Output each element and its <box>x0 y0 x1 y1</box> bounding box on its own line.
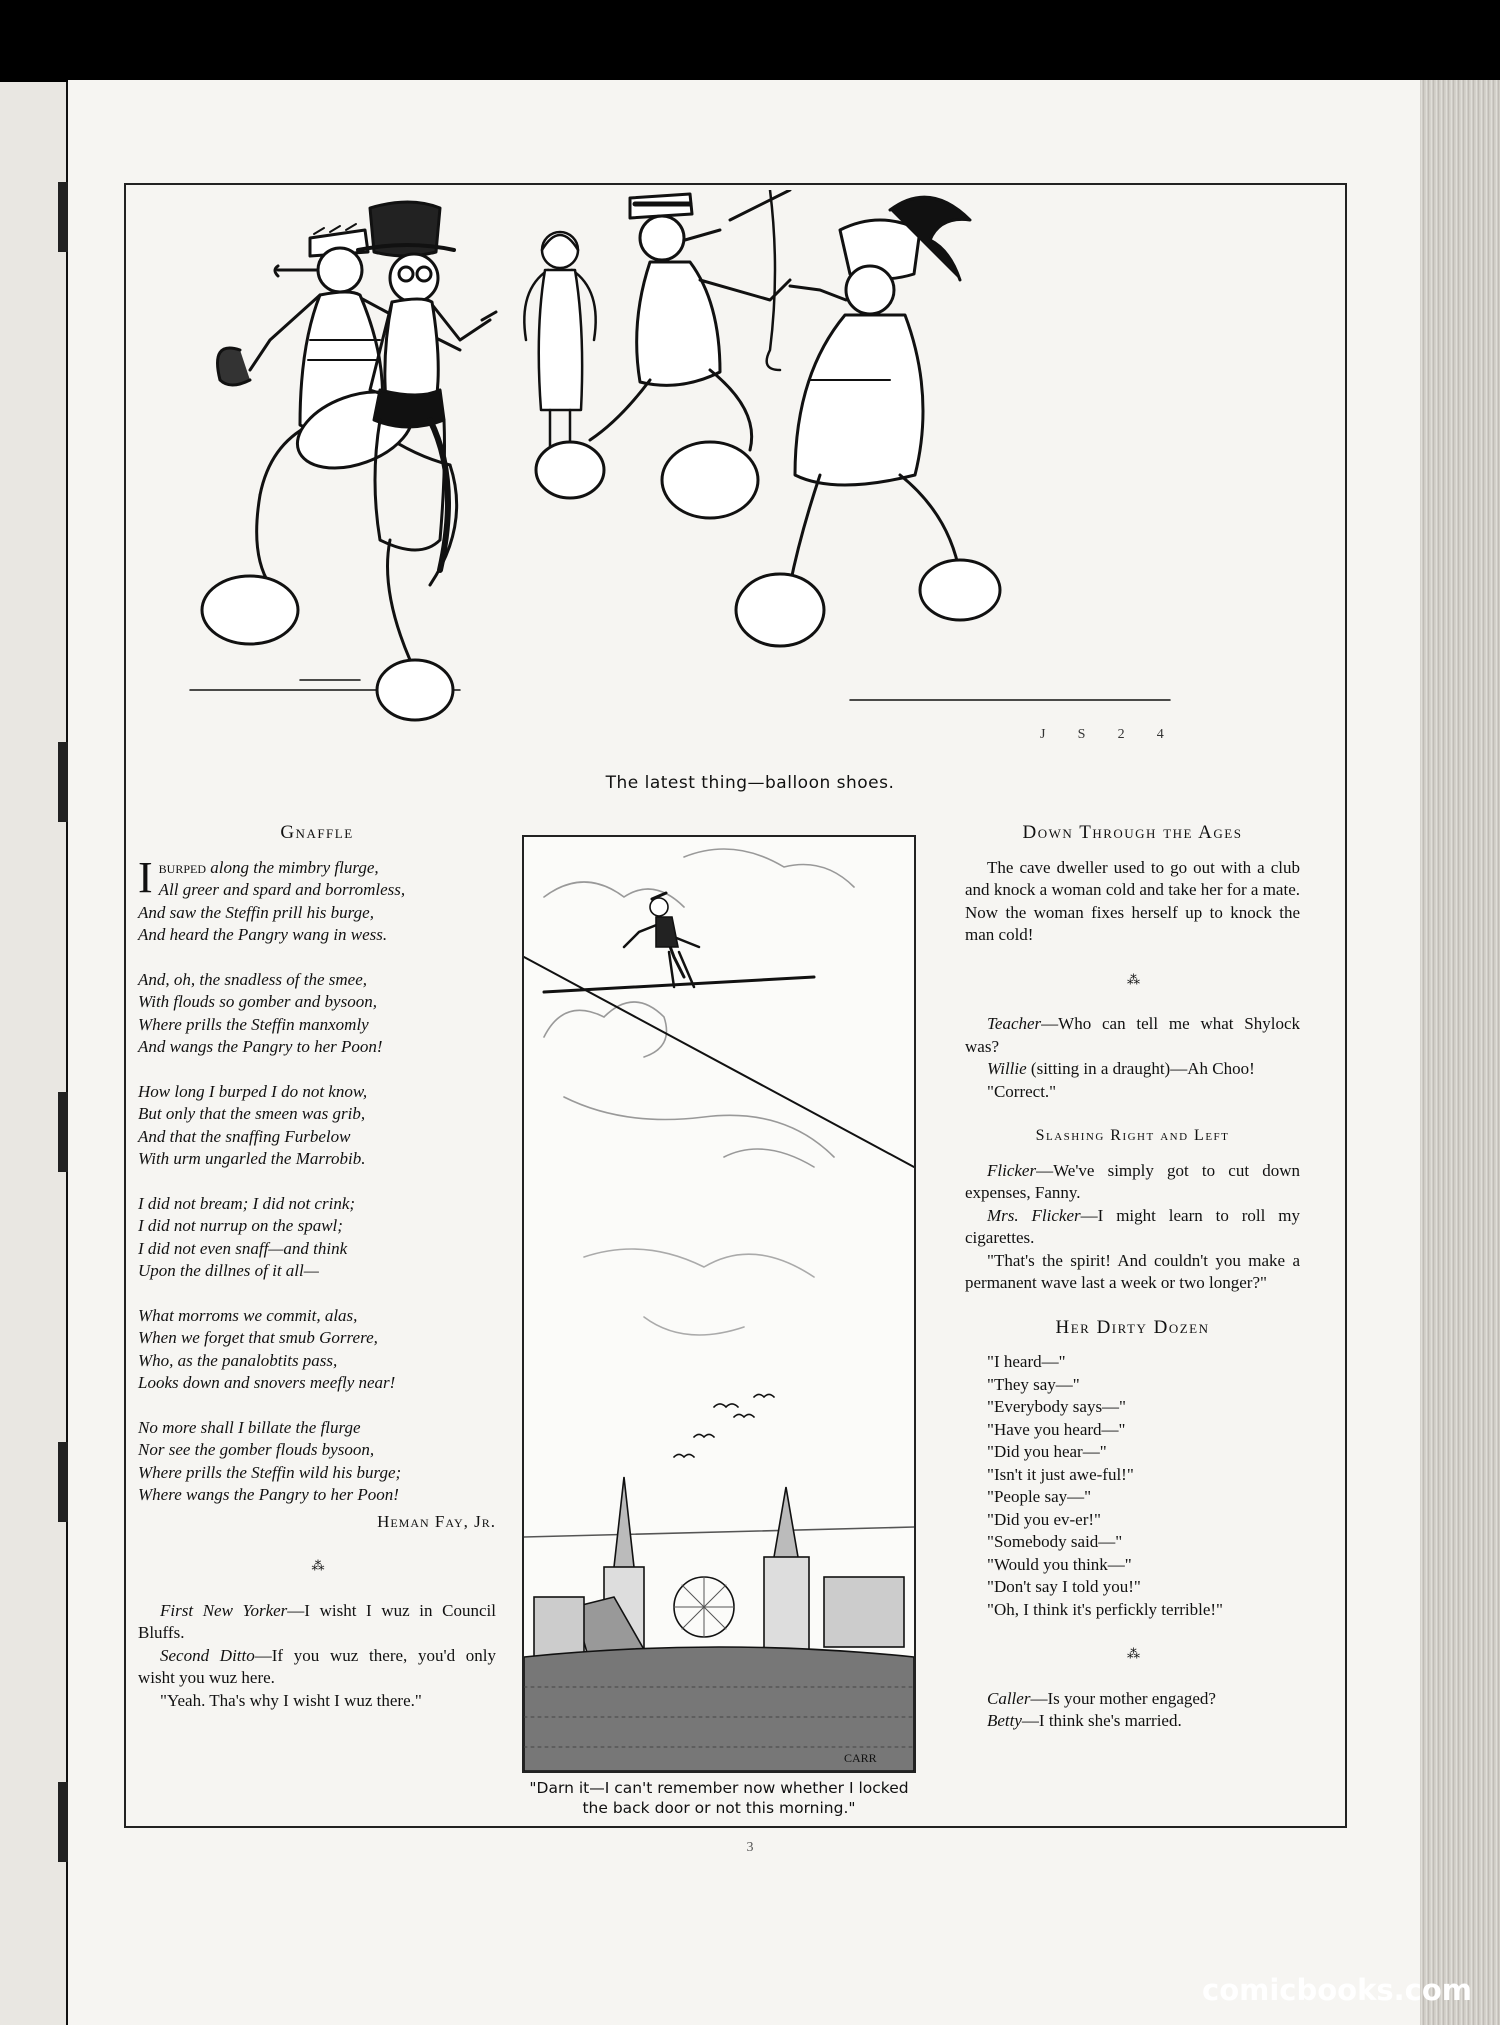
page-number: 3 <box>746 1840 754 1855</box>
top-cartoon-caption: The latest thing—balloon shoes. <box>605 773 895 793</box>
poem-stanza: And, oh, the snadless of the smee, With flouds so gomber and bysoon, Where prills the Steffin manxomly And wangs the Pangry to her Poon! <box>138 969 383 1056</box>
cartoonist-signature: CARR <box>844 1751 877 1765</box>
woman-with-hat-figure <box>358 202 496 720</box>
slashing-title: Slashing Right and Left <box>1035 1127 1230 1144</box>
poem-stanza: I burped along the mimbry flurge, All greer and spard and borromless, And saw the Steffin prill his burge, And heard the Pangry wang in wess. <box>138 852 406 944</box>
page-stack-edge <box>1420 80 1500 2025</box>
dozen-title: Her Dirty Dozen <box>1055 1316 1210 1338</box>
right-column <box>965 822 1300 1733</box>
gnaffle-poem <box>138 852 496 1507</box>
balloon-shoes-cartoon <box>130 190 1340 760</box>
council-bluffs-joke: First New Yorker—I wisht I wuz in Council Bluffs. Second Ditto—If you wuz there, you'd only wisht you wuz here. "Yeah. Tha's why I wisht I wuz there." <box>138 1600 497 1710</box>
ages-title: Down Through the Ages <box>1022 822 1243 843</box>
center-cartoon-caption: "Darn it—I can't remember now whether I locked the back door or not this morning." <box>529 1779 909 1817</box>
standing-woman-figure <box>524 232 595 460</box>
poem-stanza: No more shall I billate the flurge Nor see the gomber flouds bysoon, Where prills the Steffin wild his burge; Where wangs the Pangry to her Poon! <box>138 1417 402 1504</box>
left-column <box>138 822 496 1712</box>
dozen-list: "I heard—" "They say—" "Everybody says—" "Have you heard—" "Did you hear—" "Isn't it just awe-ful!" "People say—" "Did you ev-er!" "Somebody said—" "Would you think—" "Don't say I told you!" "Oh, I think it's perfickly terrible!" <box>987 1352 1223 1619</box>
shylock-joke: Teacher—Who can tell me what Shylock was? Willie (sitting in a draught)—Ah Choo! "Correct." <box>965 1014 1300 1101</box>
caller-joke: Caller—Is your mother engaged? Betty—I think she's married. <box>987 1688 1216 1730</box>
gnaffle-title: Gnaffle <box>280 822 354 843</box>
poem-stanza: I did not bream; I did not crink; I did not nurrup on the spawl; I did not even snaff—and think Upon the dillnes of it all— <box>138 1193 356 1280</box>
ages-text: The cave dweller used to go out with a club and knock a woman cold and take her for a mate. Now the woman fixes herself up to knock the man cold! <box>965 857 1300 944</box>
drop-cap: I <box>138 852 153 902</box>
site-watermark: comicbooks.com <box>1202 1973 1472 2007</box>
left-page-spine <box>0 82 69 2025</box>
slashing-joke: Flicker—We've simply got to cut down expenses, Fanny. Mrs. Flicker—I might learn to roll my cigarettes. "That's the spirit! And couldn't you make a permanent wave last a week or two longer?" <box>965 1160 1301 1292</box>
poem-author: Heman Fay, Jr. <box>377 1511 496 1531</box>
section-divider-stars: ⁂ <box>1127 971 1138 987</box>
section-divider-stars: ⁂ <box>311 1558 323 1573</box>
poem-stanza: What morroms we commit, alas, When we forget that smub Gorrere, Who, as the panalobtits pass, Looks down and snovers meefly near! <box>138 1305 396 1392</box>
tightrope-cartoon <box>522 835 916 1773</box>
poem-stanza: How long I burped I do not know, But only that the smeen was grib, And that the snaffing Furbelow With urm ungarled the Marrobib. <box>138 1081 368 1168</box>
section-divider-stars: ⁂ <box>1127 1646 1138 1661</box>
cartoon-signature: J S 2 4 <box>1040 727 1170 742</box>
